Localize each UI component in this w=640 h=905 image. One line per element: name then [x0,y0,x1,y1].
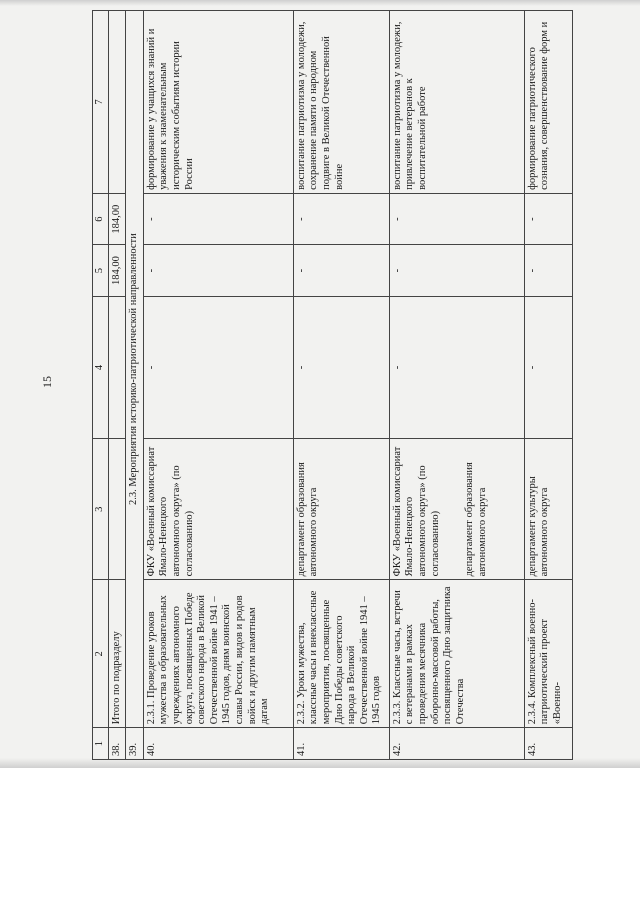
column-number-4: 4 [93,296,109,438]
row-number: 38. [108,728,126,760]
activity-cell: 2.3.4. Комплексный военно-патриотический проект «Военно- [524,580,572,728]
activity-cell: 2.3.3. Классные часы, встречи с ветеранами в рамках проведения месячника оборонно-массовой работы, посвященного Дню защитника Отечества [389,580,524,728]
row-number: 42. [389,728,524,760]
value-col6: - [524,193,572,244]
section-row [126,11,144,760]
program-table [92,10,573,760]
value-col4: - [524,296,572,438]
value-col4: - [143,296,293,438]
column-number-7: 7 [93,11,109,194]
value-col5: - [389,245,524,296]
section-title: 2.3. Мероприятия историко-патриотической направленности [126,11,144,728]
result-cell: воспитание патриотизма у молодежи, привлечение ветеранов к воспитательной работе [389,11,524,194]
row-number: 41. [293,728,389,760]
result-cell: формирование у учащихся знаний и уважения к знаменательным историческим событиям истории России [143,11,293,194]
value-col4: - [389,296,524,438]
executor-cell [389,439,524,580]
value-col6: - [389,193,524,244]
executor-line: ФКУ «Военный комиссариат Ямало-Ненецкого автономного округа» (по согласованию) [391,446,441,577]
column-number-6: 6 [93,193,109,244]
value-col6: - [143,193,293,244]
value-col5: - [293,245,389,296]
row-number: 39. [126,728,144,760]
result-cell: воспитание патриотизма у молодежи, сохранение памяти о народном подвиге в Великой Отечественной войне [293,11,389,194]
table-row [389,11,524,760]
value-col5: - [524,245,572,296]
spacer [442,442,464,576]
cell-empty [108,296,126,438]
result-cell: формирование патриотического сознания, совершенствование форм и [524,11,572,194]
executor-cell: департамент образования автономного округа [293,439,389,580]
executor-cell: ФКУ «Военный комиссариат Ямало-Ненецкого автономного округа» (по согласованию) [143,439,293,580]
table-row [293,11,389,760]
subtotal-value-col6: 184,00 [108,193,126,244]
activity-cell: 2.3.1. Проведение уроков мужества в образовательных учреждениях автономного округа, посвященных Победе советского народа в Великой Отечественной войне 1941 – 1945 годов, дням воинской славы России, видов и родов войск и другим памятным датам [143,580,293,728]
table-row [143,11,293,760]
column-number-1: 1 [93,728,109,760]
table-row [524,11,572,760]
column-number-5: 5 [93,245,109,296]
column-number-row [93,11,109,760]
row-number: 43. [524,728,572,760]
activity-cell: 2.3.2. Уроки мужества, классные часы и внеклассные мероприятия, посвященные Дню Победы советского народа в Великой Отечественной войне 1941 – 1945 годов [293,580,389,728]
value-col4: - [293,296,389,438]
executor-cell: департамент культуры автономного округа [524,439,572,580]
cell-empty [108,11,126,194]
subtotal-label: Итого по подразделу [108,580,126,728]
column-number-2: 2 [93,580,109,728]
value-col6: - [293,193,389,244]
executor-line: департамент образования автономного округа [464,462,488,577]
cell-empty [108,439,126,580]
subtotal-row [108,11,126,760]
page-number: 15 [40,376,54,388]
value-col5: - [143,245,293,296]
subtotal-value-col5: 184,00 [108,245,126,296]
row-number: 40. [143,728,293,760]
column-number-3: 3 [93,439,109,580]
